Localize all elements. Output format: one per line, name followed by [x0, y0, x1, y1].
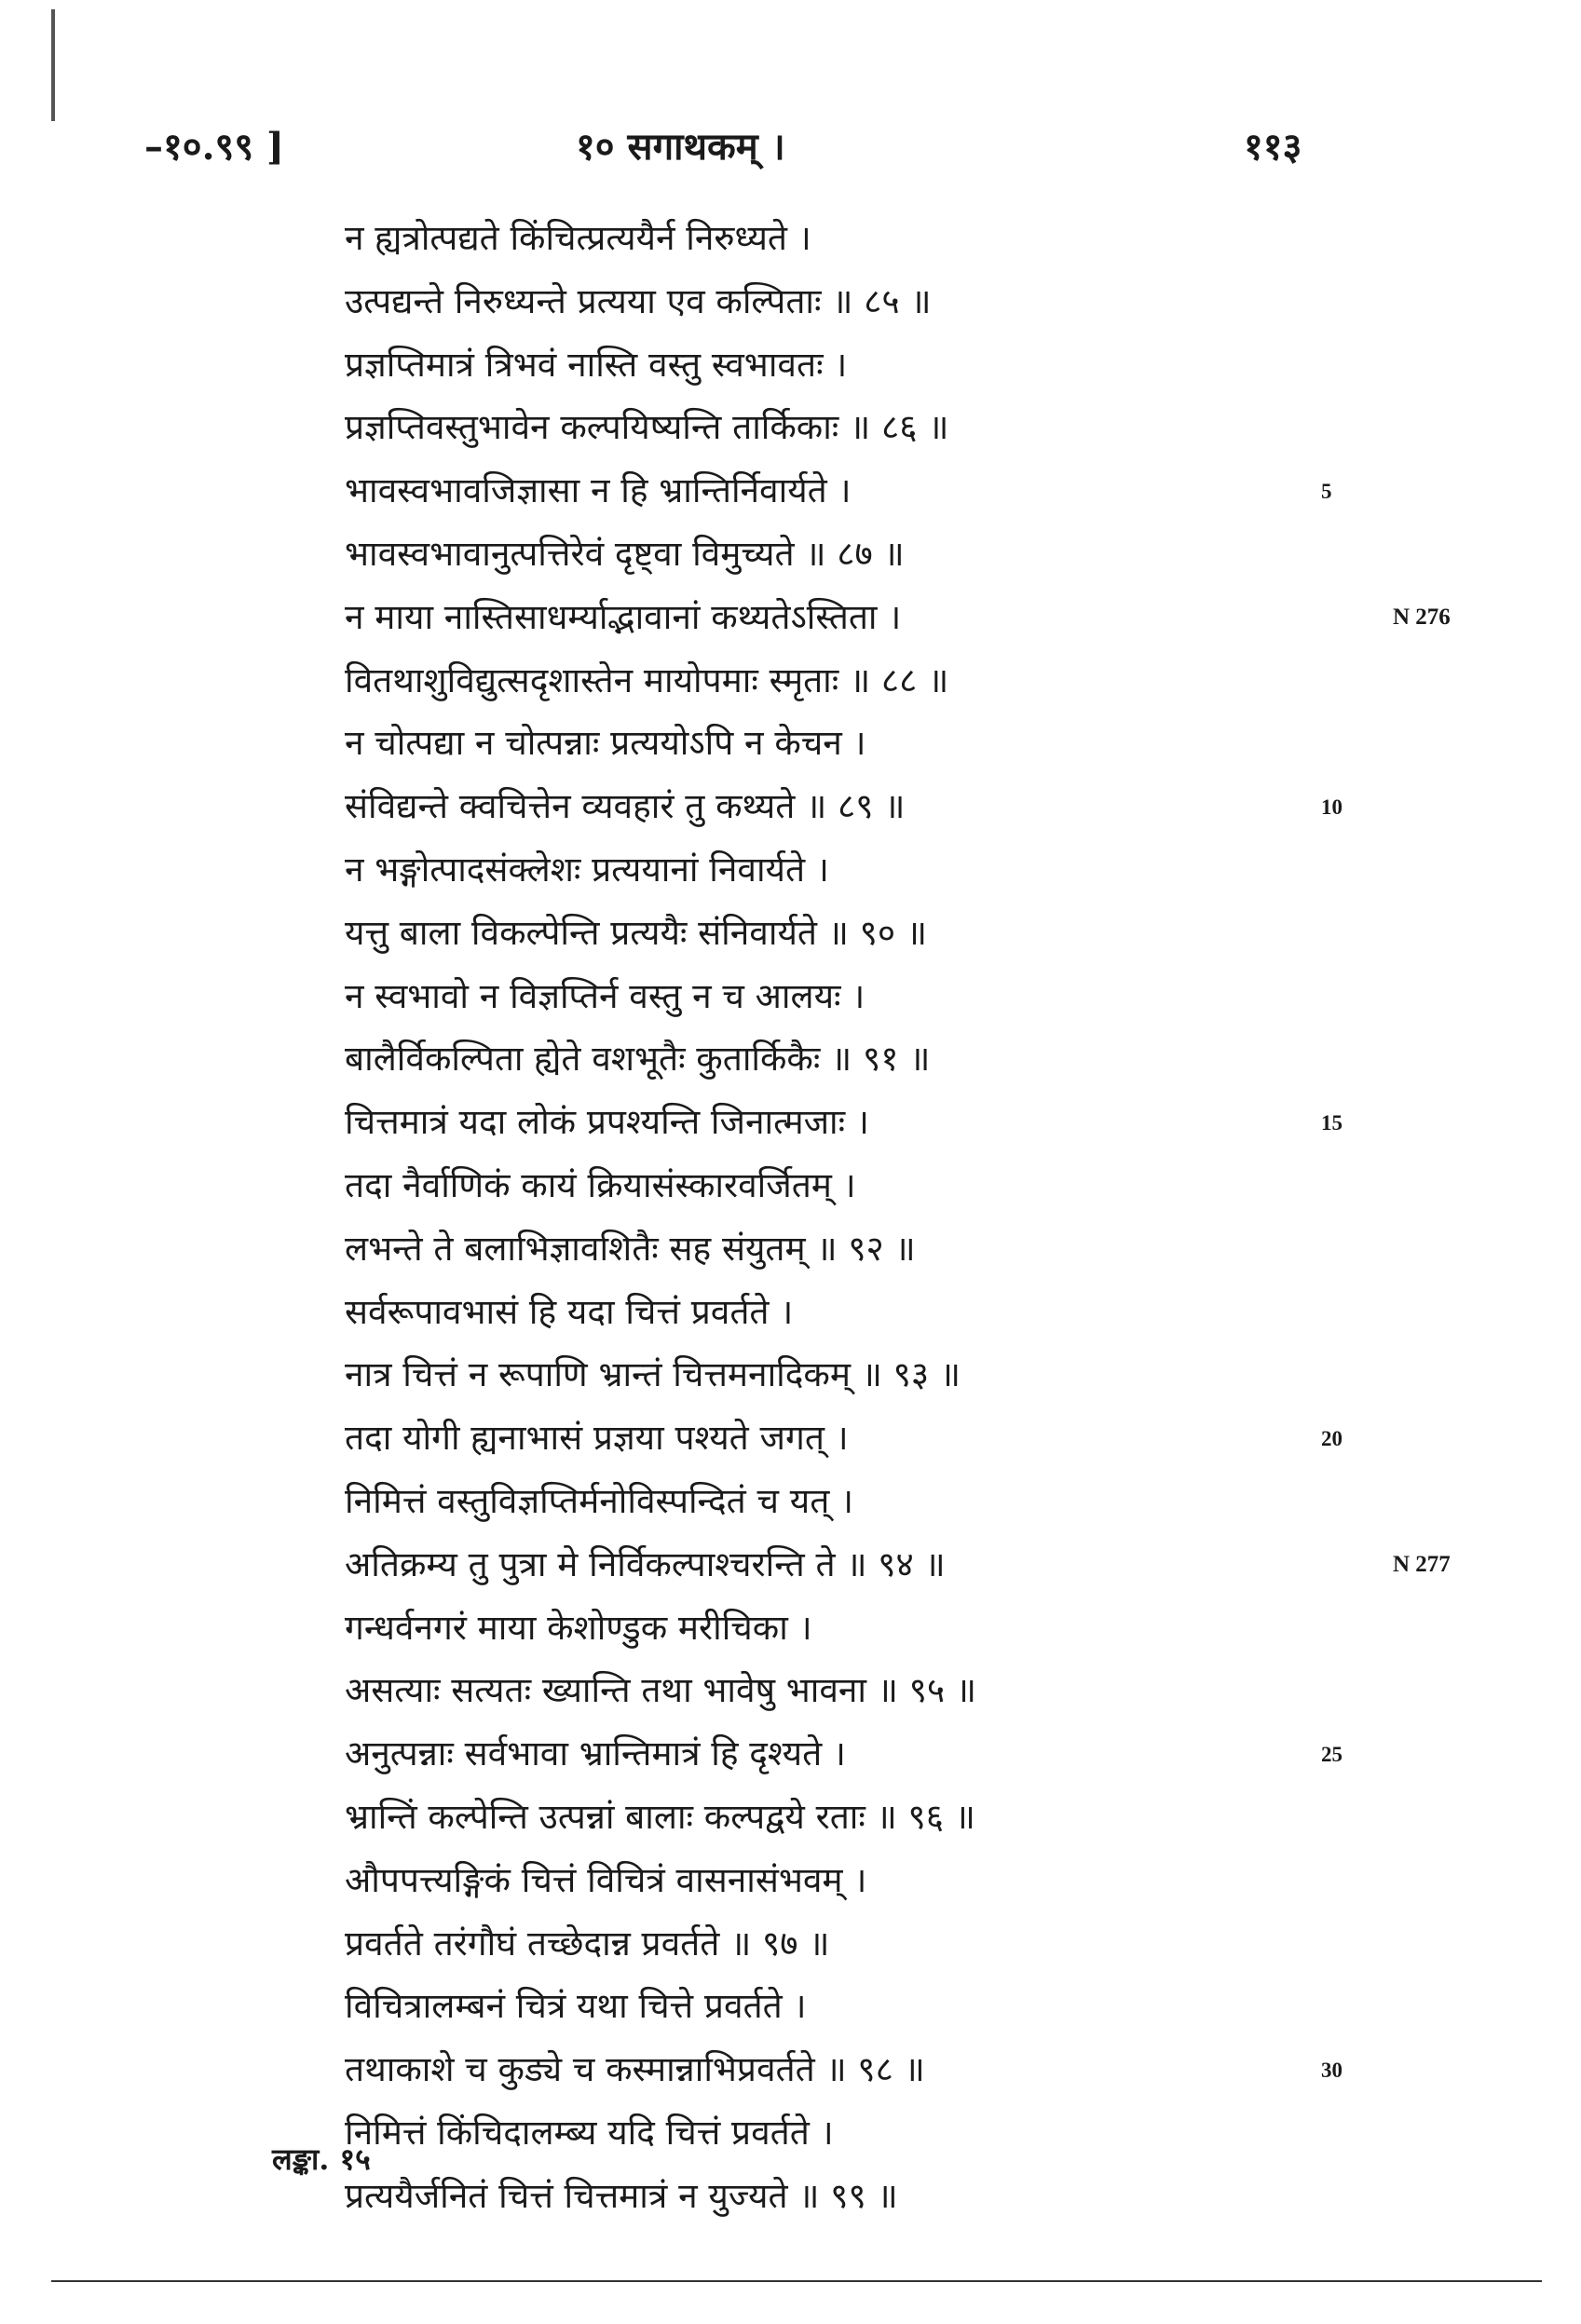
- verse-line: चित्तमात्रं यदा लोकं प्रपश्यन्ति जिनात्मजाः ।: [345, 1102, 869, 1143]
- verse-line: न माया नास्तिसाधर्म्याद्भावानां कथ्यतेऽस्तिता ।: [345, 596, 902, 637]
- verse-line: विचित्रालम्बनं चित्रं यथा चित्ते प्रवर्तते ।: [345, 1986, 807, 2027]
- verse-line: लभन्ते ते बलाभिज्ञावशितैः सह संयुतम् ॥ ९२ ॥: [345, 1228, 916, 1269]
- verse-line: यत्तु बाला विकल्पेन्ति प्रत्ययैः संनिवार्यते ॥ ९० ॥: [345, 912, 928, 953]
- verse-line: औपपत्त्यङ्गिकं चित्तं विचित्रं वासनासंभवम् ।: [345, 1859, 867, 1900]
- verse-line: प्रज्ञप्तिवस्तुभावेन कल्पयिष्यन्ति तार्किकाः ॥ ८६ ॥: [345, 407, 949, 448]
- verse-line: तदा नैर्वाणिकं कायं क्रियासंस्कारवर्जितम् ।: [345, 1164, 856, 1205]
- page-number: ११३: [1244, 125, 1302, 169]
- verse-line: अनुत्पन्नाः सर्वभावा भ्रान्तिमात्रं हि दृश्यते ।: [345, 1733, 846, 1774]
- verse-line: असत्याः सत्यतः ख्यान्ति तथा भावेषु भावना ॥ ९५ ॥: [345, 1670, 977, 1711]
- verse-line: सर्वरूपावभासं हि यदा चित्तं प्रवर्तते ।: [345, 1291, 794, 1332]
- verse-line: न ह्यत्रोत्पद्यते किंचित्प्रत्ययैर्न निरुध्यते ।: [345, 218, 811, 258]
- line-number: 25: [1321, 1743, 1342, 1767]
- running-title: १० सगाथकम् ।: [576, 125, 785, 169]
- verse-line: प्रत्ययैर्जनितं चित्तं चित्तमात्रं न युज्यते ॥ ९९ ॥: [345, 2175, 898, 2216]
- line-number: 5: [1321, 480, 1332, 504]
- verse-line: न भङ्गोत्पादसंक्लेशः प्रत्ययानां निवार्यते ।: [345, 849, 829, 890]
- side-reference: N 277: [1393, 1551, 1451, 1577]
- verse-line: उत्पद्यन्ते निरुध्यन्ते प्रत्यया एव कल्पिताः ॥ ८५ ॥: [345, 280, 932, 321]
- signature-mark: लङ्का. १५: [272, 2141, 371, 2177]
- section-range: –१०.९९ ]: [144, 125, 284, 169]
- verse-line: निमित्तं किंचिदालम्ब्य यदि चित्तं प्रवर्तते ।: [345, 2112, 834, 2153]
- verse-line: बालैर्विकल्पिता ह्येते वशभूतैः कुतार्किकैः ॥ ९१ ॥: [345, 1039, 931, 1080]
- footer-rule: [51, 2280, 1542, 2282]
- verse-line: तदा योगी ह्यनाभासं प्रज्ञया पश्यते जगत् ।: [345, 1418, 849, 1459]
- verse-line: निमित्तं वस्तुविज्ञप्तिर्मनोविस्पन्दितं च यत् ।: [345, 1480, 854, 1521]
- line-number: 20: [1321, 1427, 1342, 1451]
- verse-line: अतिक्रम्य तु पुत्रा मे निर्विकल्पाश्चरन्ति ते ॥ ९४ ॥: [345, 1543, 946, 1584]
- verse-line: नात्र चित्तं न रूपाणि भ्रान्तं चित्तमनादिकम् ॥ ९३ ॥: [345, 1354, 961, 1395]
- verse-line: प्रवर्तते तरंगौघं तच्छेदान्न प्रवर्तते ॥ ९७ ॥: [345, 1923, 830, 1964]
- line-number: 10: [1321, 795, 1342, 820]
- line-number: 15: [1321, 1111, 1342, 1135]
- verse-line: गन्धर्वनगरं माया केशोण्डुक मरीचिका ।: [345, 1607, 812, 1648]
- verse-line: भावस्वभावजिज्ञासा न हि भ्रान्तिर्निवार्यते ।: [345, 470, 852, 511]
- verse-line: न चोत्पद्या न चोत्पन्नाः प्रत्ययोऽपि न केचन ।: [345, 723, 866, 764]
- verse-line: प्रज्ञप्तिमात्रं त्रिभवं नास्ति वस्तु स्वभावतः ।: [345, 344, 848, 385]
- margin-binding-mark: [51, 9, 55, 121]
- verse-line: भावस्वभावानुत्पत्तिरेवं दृष्ट्वा विमुच्यते ॥ ८७ ॥: [345, 533, 905, 574]
- side-reference: N 276: [1393, 604, 1451, 630]
- line-number: 30: [1321, 2059, 1342, 2083]
- verse-line: संविद्यन्ते क्वचित्तेन व्यवहारं तु कथ्यते ॥ ८९ ॥: [345, 786, 906, 827]
- verse-line: भ्रान्तिं कल्पेन्ति उत्पन्नां बालाः कल्पद्वये रताः ॥ ९६ ॥: [345, 1796, 975, 1837]
- verse-block: [345, 207, 1276, 2228]
- verse-line: तथाकाशे च कुड्ये च कस्मान्नाभिप्रवर्तते ॥ ९८ ॥: [345, 2049, 925, 2090]
- verse-line: वितथाशुविद्युत्सदृशास्तेन मायोपमाः स्मृताः ॥ ८८ ॥: [345, 659, 949, 700]
- verse-line: न स्वभावो न विज्ञप्तिर्न वस्तु न च आलयः ।: [345, 975, 865, 1016]
